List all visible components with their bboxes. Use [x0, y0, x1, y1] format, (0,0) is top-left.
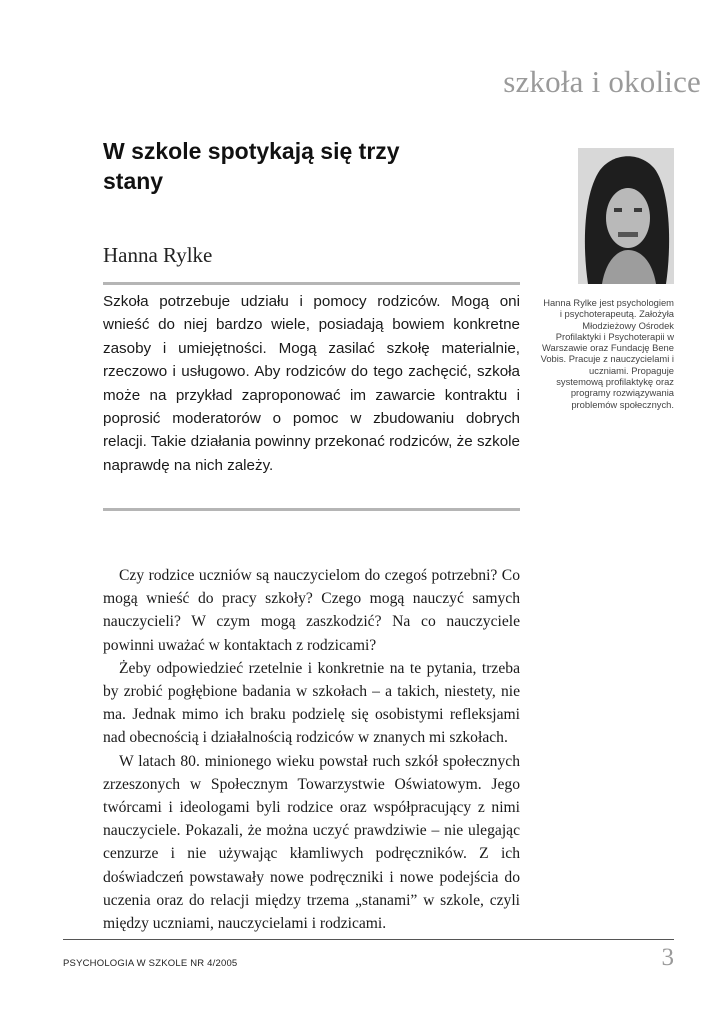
section-title: szkoła i okolice: [503, 64, 701, 99]
lead-top-rule: [103, 282, 520, 285]
page-number: 3: [661, 944, 674, 971]
body-paragraph-3: W latach 80. minionego wieku powstał ruch szkół społecznych zrzeszonych w Społecznym Towarzystwie Oświatowym. Jego twórcami i ideologami byli rodzice oraz współpracujący z nimi nauczyciele. Pokazali, że można uczyć prawdziwie – nie ulegając cenzurze i nie używając kłamliwych podręczników. Z ich doświadczeń powstawały nowe podręczniki i nowe podejścia do uczenia oraz do relacji między trzema „stanami” w szkole, czyli między uczniami, nauczycielami i rodzicami.: [103, 752, 520, 933]
author-photo: [578, 148, 674, 284]
footer-rule: [63, 939, 674, 940]
author-name: Hanna Rylke: [103, 243, 213, 267]
publication-footer: PSYCHOLOGIA W SZKOLE NR 4/2005: [63, 958, 238, 969]
article-lead: Szkoła potrzebuje udziału i pomocy rodziców. Mogą oni wnieść do niej bardzo wiele, posiadają bowiem konkretne zasoby i umiejętności. Mogą zasilać szkołę materialnie, rzeczowo i usługowo. Aby rodziców do tego zachęcić, szkoła może na przykład zaproponować im zawarcie kontraktu i poprosić moderatorów o pomoc w zbudowaniu dobrych relacji. Takie działania powinny przekonać rodziców, że szkole naprawdę na nich zależy.: [103, 293, 520, 474]
lead-bottom-rule: [103, 508, 520, 511]
body-paragraph-2: Żeby odpowiedzieć rzetelnie i konkretnie na te pytania, trzeba by zrobić pogłębione badania w szkołach – a takich, niestety, nie ma. Jednak mimo ich braku podzielę się osobistymi refleksjami nad obecnością i działalnością rodziców w znanych mi szkołach.: [103, 659, 520, 747]
body-paragraph-1: Czy rodzice uczniów są nauczycielom do czegoś potrzebni? Co mogą wnieść do pracy szkoły? Czego mogą nauczyć samych nauczycieli? W czym mogą zaszkodzić? Na co nauczyciele powinni uważać w kontaktach z rodzicami?: [103, 567, 520, 654]
article-title: W szkole spotykają się trzy stany: [103, 138, 400, 194]
author-bio: Hanna Rylke jest psychologiem i psychoterapeutą. Założyła Młodzieżowy Ośrodek Profilaktyki i Psychoterapii w Warszawie oraz Fundację Bene Vobis. Pracuje z nauczycielami i uczniami. Propaguje systemową profilaktykę oraz programy rozwiązywania problemów społecznych.: [540, 297, 674, 410]
article-body: [103, 564, 520, 935]
